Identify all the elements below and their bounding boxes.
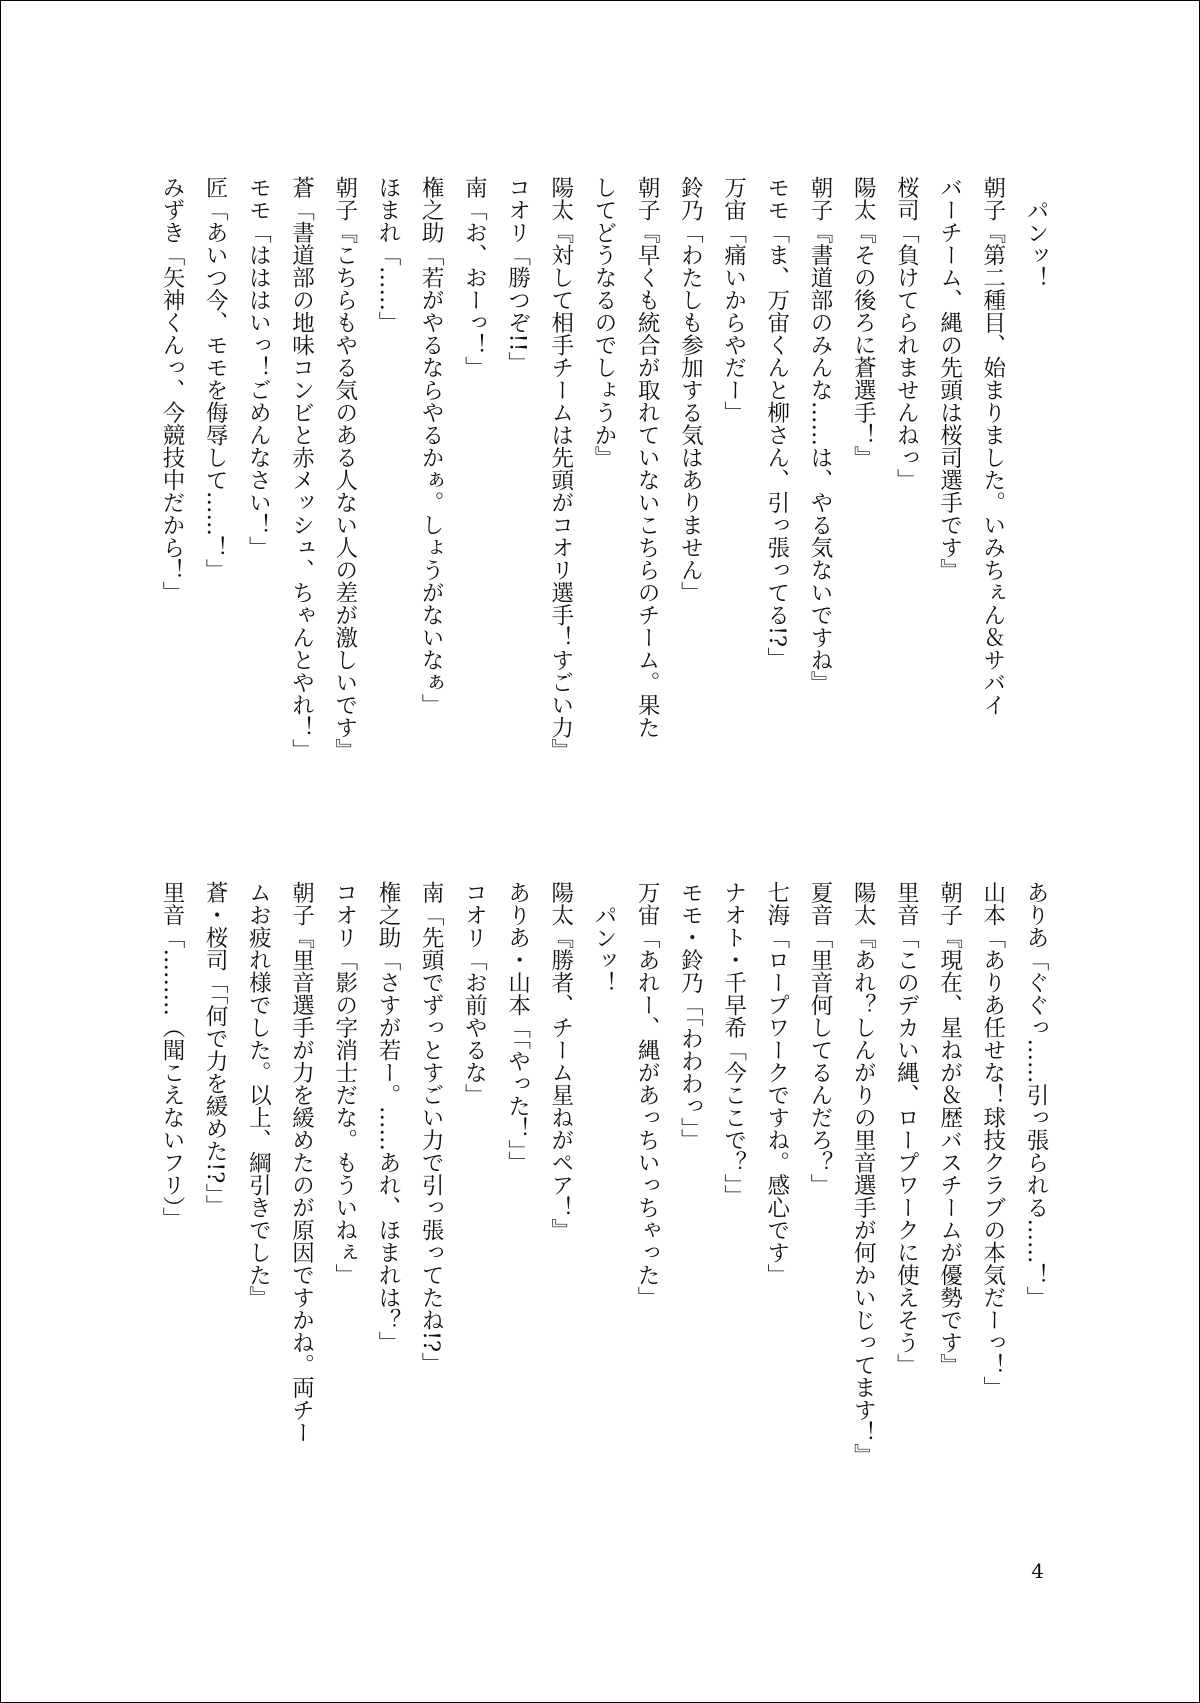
- dialogue-line: コオリ「影の字消士だな。もういねぇ」: [331, 881, 358, 1286]
- dialogue-line: 陽太『その後ろに蒼選手！』: [850, 176, 877, 469]
- dialogue-line: パンッ！: [1023, 198, 1049, 289]
- dialogue-line: 桜司「負けてられませんねっ」: [893, 176, 920, 491]
- dialogue-line: 里音「このデカい縄、ロープワークに使えそう」: [893, 881, 920, 1376]
- dialogue-line: ありあ・山本「「やった！」」: [504, 881, 531, 1174]
- dialogue-line: 万宙「痛いからやだー」: [720, 176, 747, 424]
- dialogue-line: 万宙「あれー、縄があっちいっちゃった」: [634, 881, 661, 1309]
- page-number: 4: [1031, 1559, 1044, 1583]
- dialogue-line: 匠「あいつ今、モモを侮辱して……！」: [202, 176, 229, 581]
- dialogue-line: ほまれ「……」: [374, 176, 401, 334]
- dialogue-line: パンッ！: [590, 903, 617, 994]
- dialogue-line: モモ「はははいっ！ごめんなさい！」: [245, 176, 272, 559]
- dialogue-line: ムお疲れ様でした。以上、綱引きでした』: [245, 881, 272, 1309]
- dialogue-line: 山本「ありあ任せな！球技クラブの本気だーっ！」: [979, 881, 1006, 1399]
- dialogue-line: 権之助「若がやるならやるかぁ。しょうがないなぁ」: [418, 176, 445, 716]
- dialogue-line: 七海「ロープワークですね。感心です」: [763, 881, 790, 1286]
- dialogue-line: 蒼・桜司「「何で力を緩めた!?」」: [202, 881, 229, 1218]
- dialogue-line: モモ・鈴乃「「わわわっ」」: [677, 881, 704, 1151]
- dialogue-line: 南「お、おーっ！」: [461, 176, 488, 379]
- dialogue-line: 朝子『早くも統合が取れていないこちらのチーム。果た: [634, 176, 661, 739]
- dialogue-line: 蒼「書道部の地味コンビと赤メッシュ、ちゃんとやれ！」: [288, 176, 315, 761]
- dialogue-block-upper: [150, 176, 1057, 816]
- dialogue-block-lower: [150, 881, 1057, 1601]
- dialogue-line: 陽太『勝者、チーム星ねがペア！』: [547, 881, 574, 1241]
- dialogue-line: 朝子『里音選手が力を緩めたのが原因ですかね。両チー: [288, 881, 315, 1444]
- dialogue-line: コオリ「勝つぞ!!」: [504, 176, 531, 375]
- dialogue-line: 鈴乃「わたしも参加する気はありません」: [677, 176, 704, 604]
- dialogue-line: コオリ「お前やるな」: [461, 881, 488, 1106]
- dialogue-line: 里音「………（聞こえないフリ）」: [158, 881, 185, 1230]
- dialogue-line: 陽太『あれ？しんがりの里音選手が何かいじってます！』: [850, 881, 877, 1466]
- dialogue-line: みずき「矢神くんっ、今競技中だから！」: [158, 176, 185, 604]
- dialogue-line: 陽太『対して相手チームは先頭がコオリ選手！すごい力』: [547, 176, 574, 761]
- dialogue-line: 朝子『こちらもやる気のある人ない人の差が激しいです』: [331, 176, 358, 761]
- dialogue-line: 権之助「さすが若ー。……あれ、ほまれは？」: [374, 881, 401, 1354]
- dialogue-line: ありあ「ぐぐっ……引っ張られる……！」: [1023, 881, 1049, 1309]
- dialogue-line: バーチーム、縄の先頭は桜司選手です』: [936, 176, 963, 581]
- dialogue-line: 朝子『第二種目、始まりました。いみちぇん＆サバイ: [979, 176, 1006, 716]
- dialogue-line: 南「先頭でずっとすごい力で引っ張ってたね!?」: [418, 881, 445, 1375]
- dialogue-line: 朝子『現在、星ねが＆歴バスチームが優勢です』: [936, 881, 963, 1376]
- dialogue-line: ナオト・千早希「今ここで？」」: [720, 881, 747, 1208]
- dialogue-line: 朝子『書道部のみんな……は、やる気ないですね』: [806, 176, 833, 694]
- dialogue-line: モモ「ま、万宙くんと柳さん、引っ張ってる!?」: [763, 176, 790, 670]
- dialogue-line: してどうなるのでしょうか』: [590, 176, 617, 469]
- dialogue-line: 夏音「里音何してるんだろ？」: [806, 881, 833, 1196]
